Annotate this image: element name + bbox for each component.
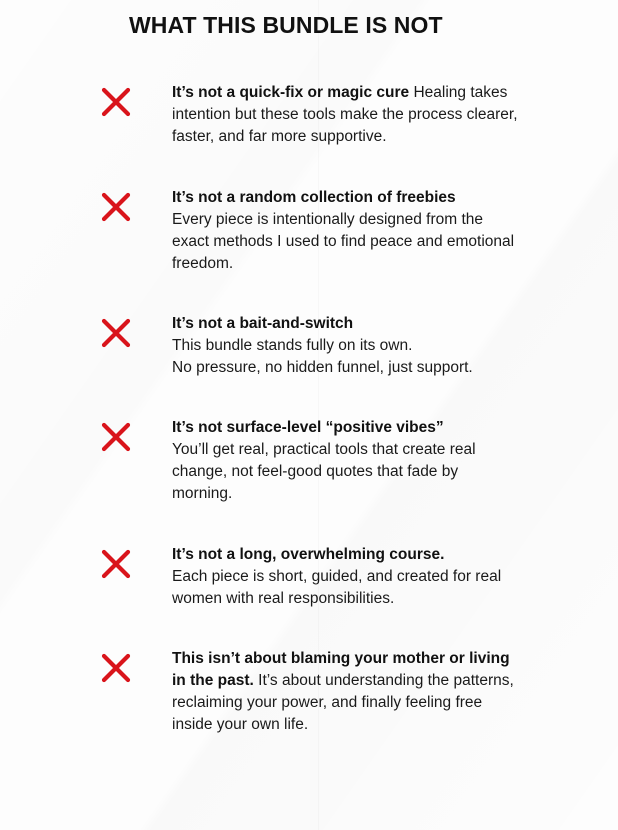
item-body: Healing takes intention but these tools make the process clearer, faster, and far more supportive. xyxy=(172,84,518,145)
item-title: It’s not surface-level “positive vibes” xyxy=(172,419,444,436)
item-title: This isn’t about blaming your mother or living in the past. xyxy=(172,650,510,689)
item-title: It’s not a quick-fix or magic cure xyxy=(172,84,410,101)
red-x-icon xyxy=(100,317,132,349)
item-body: It’s about understanding the patterns, reclaiming your power, and finally feeling free inside your own life. xyxy=(172,672,514,733)
red-x-icon xyxy=(100,421,132,453)
section-heading: WHAT THIS BUNDLE IS NOT xyxy=(129,12,443,38)
item-title: It’s not a random collection of freebies xyxy=(172,189,456,206)
item-title: It’s not a long, overwhelming course. xyxy=(172,546,445,563)
item-text xyxy=(172,82,522,148)
red-x-icon xyxy=(100,652,132,684)
item-body: Every piece is intentionally designed from the exact methods I used to find peace and emotional freedom. xyxy=(172,211,515,272)
item-text xyxy=(172,648,522,736)
item-text xyxy=(172,313,522,379)
item-body-line-2: No pressure, no hidden funnel, just support. xyxy=(172,359,473,376)
item-text xyxy=(172,544,522,610)
red-x-icon xyxy=(100,548,132,580)
item-title: It’s not a bait-and-switch xyxy=(172,315,354,332)
red-x-icon xyxy=(100,86,132,118)
item-body: Each piece is short, guided, and created for real women with real responsibilities. xyxy=(172,568,502,607)
item-body: You’ll get real, practical tools that create real change, not feel-good quotes that fade by morning. xyxy=(172,441,476,502)
item-text xyxy=(172,417,522,505)
item-body: This bundle stands fully on its own. xyxy=(172,337,413,354)
item-text xyxy=(172,187,522,275)
red-x-icon xyxy=(100,191,132,223)
